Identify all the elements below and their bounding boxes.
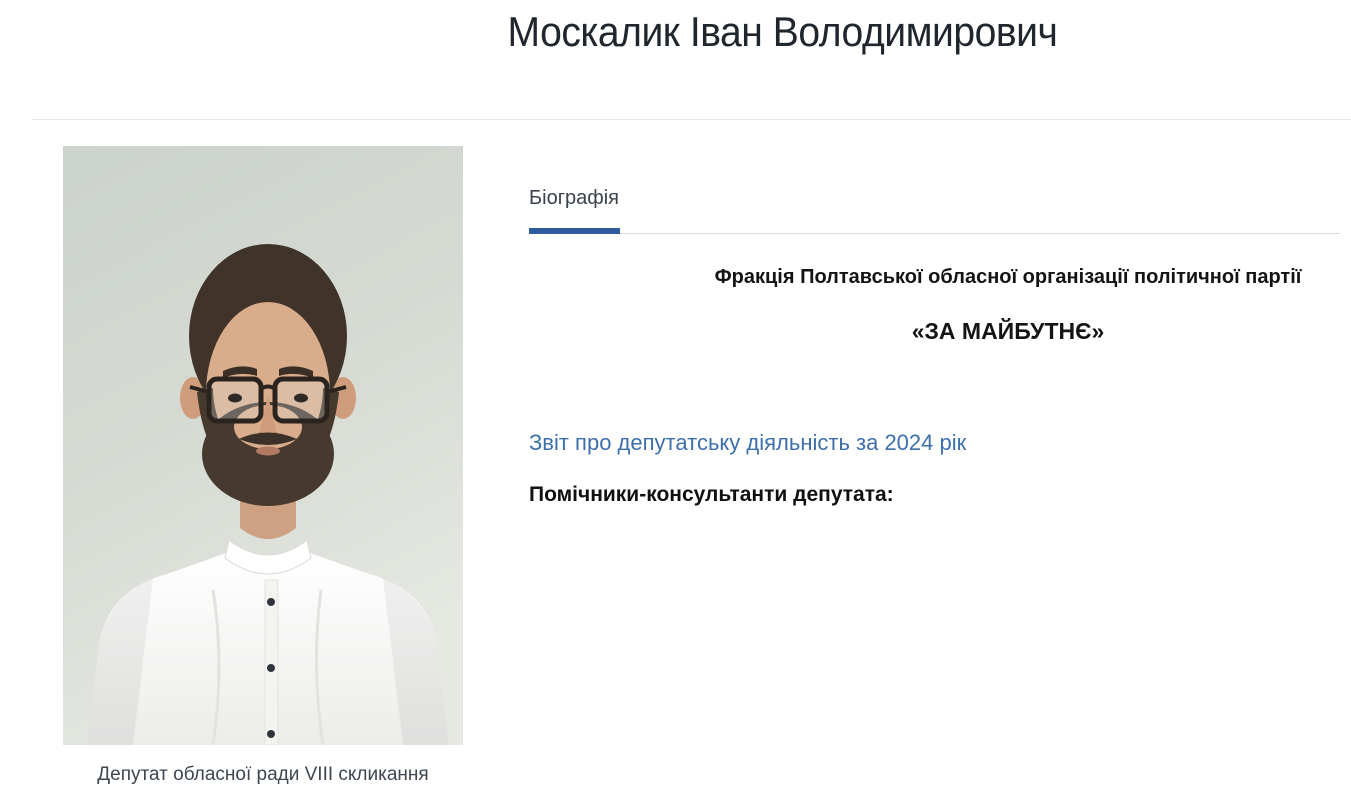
activity-report-link[interactable]: Звіт про депутатську діяльність за 2024 рік <box>529 430 967 455</box>
tab-active-indicator <box>529 228 620 234</box>
faction-party-name: «ЗА МАЙБУТНЄ» <box>911 318 1105 344</box>
top-divider <box>32 119 1351 120</box>
tab-divider-line <box>529 233 1340 234</box>
faction-name: Фракція Полтавської обласної організації політичної партії <box>714 266 1302 288</box>
page-title: Москалик Іван Володимирович <box>507 8 1058 55</box>
tab-biography[interactable]: Біографія <box>529 187 619 209</box>
deputy-portrait-image <box>63 146 463 745</box>
deputy-photo <box>63 146 463 787</box>
photo-caption: Депутат обласної ради VIII скликання <box>97 764 429 785</box>
assistants-heading: Помічники-консультанти депутата: <box>529 483 894 506</box>
